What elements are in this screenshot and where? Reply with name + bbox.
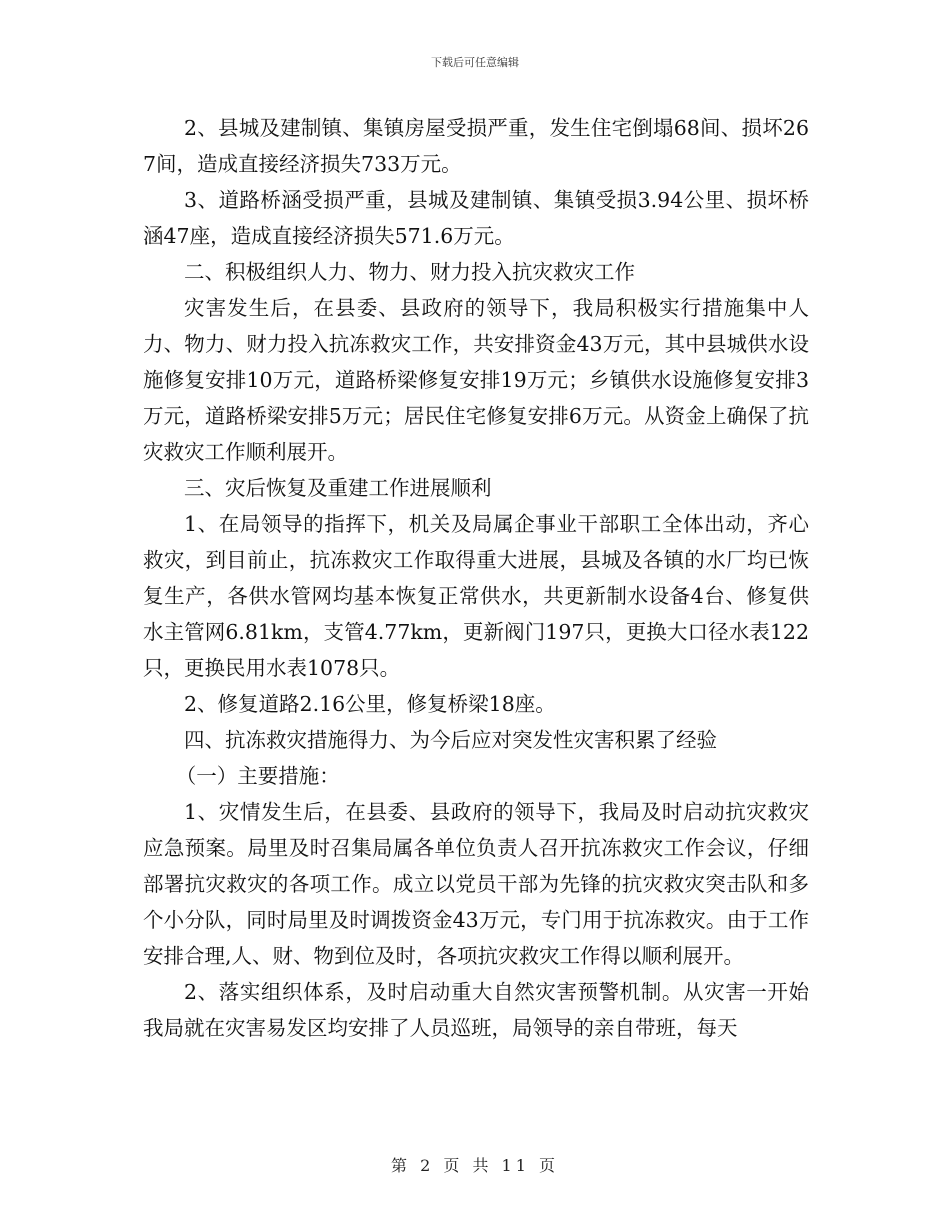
paragraph: 3、道路桥涵受损严重，县城及建制镇、集镇受损3.94公里、损坏桥涵47座，造成直接经济损失571.6万元。 [143,188,809,248]
paragraph: 2、落实组织体系，及时启动重大自然灾害预警机制。从灾害一开始我局就在灾害易发区均安排了人员巡班，局领导的亲自带班，每天 [143,980,809,1040]
paragraph: 2、县城及建制镇、集镇房屋受损严重，发生住宅倒塌68间、损坏267间，造成直接经济损失733万元。 [143,116,809,176]
page-footer: 第 2 页 共 11 页 [391,1156,559,1175]
section-heading: 四、抗冻救灾措施得力、为今后应对突发性灾害积累了经验 [184,728,717,752]
paragraph: 灾害发生后，在县委、县政府的领导下，我局积极实行措施集中人力、物力、财力投入抗冻救灾工作，共安排资金43万元，其中县城供水设施修复安排10万元，道路桥梁修复安排19万元；乡镇供水设施修复安排3万元，道路桥梁安排5万元；居民住宅修复安排6万元。从资金上确保了抗灾救灾工作顺利展开。 [143,296,809,464]
subsection-heading: （一）主要措施： [175,764,340,788]
section-heading: 二、积极组织人力、物力、财力投入抗灾救灾工作 [184,260,635,284]
paragraph: 2、修复道路2.16公里，修复桥梁18座。 [184,692,556,716]
paragraph: 1、灾情发生后，在县委、县政府的领导下，我局及时启动抗灾救灾应急预案。局里及时召集局属各单位负责人召开抗冻救灾工作会议，仔细部署抗灾救灾的各项工作。成立以党员干部为先锋的抗灾救灾突击队和多个小分队，同时局里及时调拨资金43万元，专门用于抗冻救灾。由于工作安排合理,人、财、物到位及时，各项抗灾救灾工作得以顺利展开。 [143,800,809,968]
section-heading: 三、灾后恢复及重建工作进展顺利 [184,476,492,500]
page-header: 下载后可任意编辑 [431,56,519,69]
paragraph: 1、在局领导的指挥下，机关及局属企事业干部职工全体出动，齐心救灾，到目前止，抗冻救灾工作取得重大进展，县城及各镇的水厂均已恢复生产，各供水管网均基本恢复正常供水，共更新制水设备4台、修复供水主管网6.81km，支管4.77km，更新阀门197只，更换大口径水表122只，更换民用水表1078只。 [143,512,809,680]
document-body [143,110,809,1046]
